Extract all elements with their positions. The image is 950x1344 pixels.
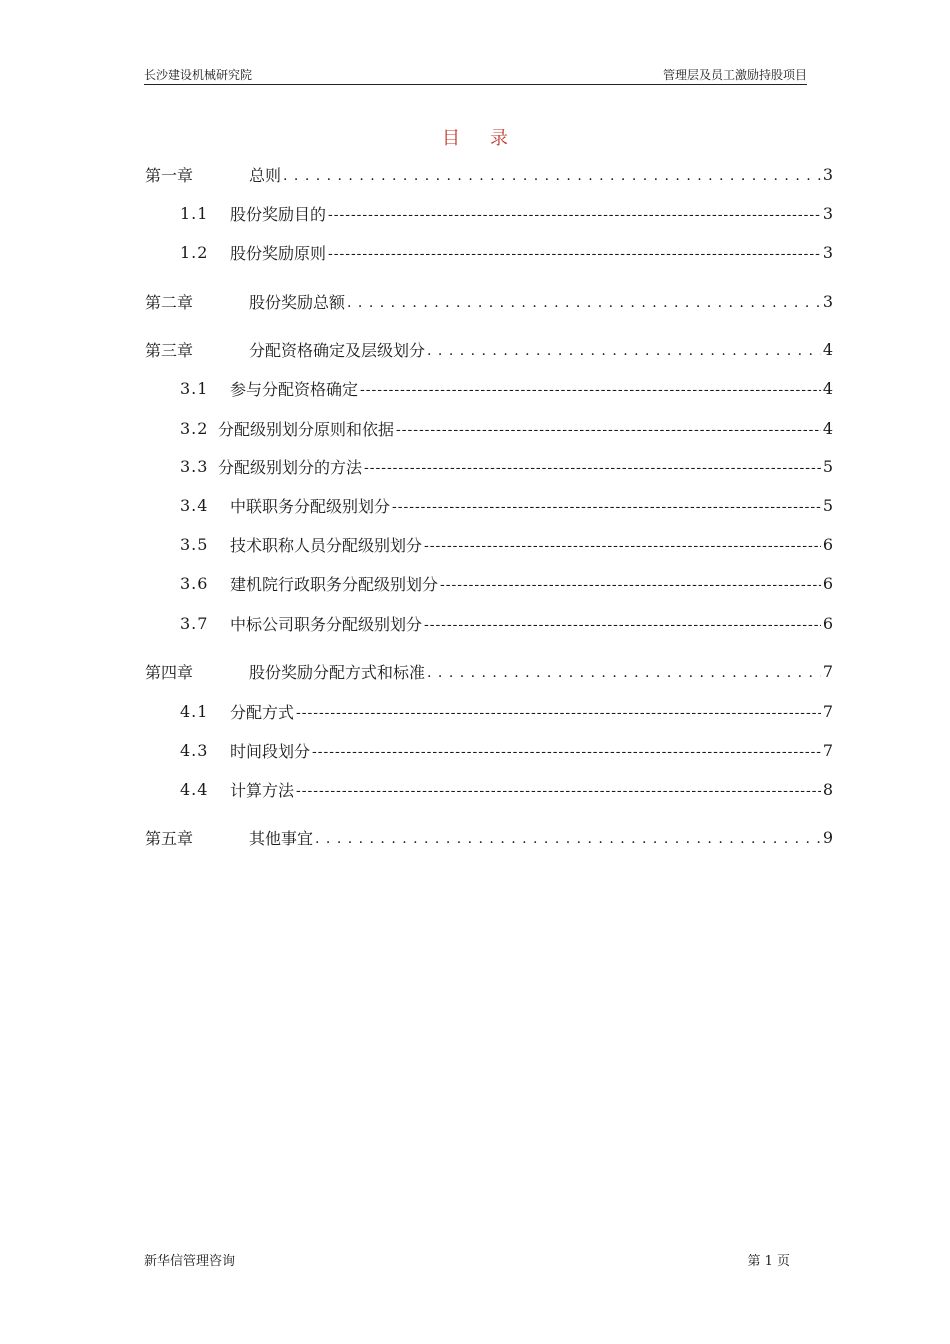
- toc-entry-page: 5: [822, 495, 833, 515]
- toc-leader: [315, 828, 821, 847]
- toc-entry-page: 7: [822, 661, 833, 681]
- toc-entry-label: 技术职称人员分配级别划分: [230, 535, 423, 555]
- toc-leader: [312, 741, 821, 760]
- toc-entry-label: 中联职务分配级别划分: [230, 496, 391, 516]
- toc-entry-label: 建机院行政职务分配级别划分: [230, 574, 439, 594]
- toc-entry-page: 3: [822, 242, 833, 262]
- toc-entry-page: 3: [822, 203, 833, 223]
- toc-entry-section-3-1[interactable]: [145, 376, 833, 400]
- toc-entry-number: 3.5: [180, 534, 209, 554]
- toc-entry-page: 5: [822, 456, 833, 476]
- toc-entry-page: 8: [822, 779, 833, 799]
- toc-entry-number: 3.6: [180, 573, 209, 593]
- toc-entry-section-3-6[interactable]: [145, 571, 833, 595]
- toc-entry-section-3-5[interactable]: [145, 532, 833, 556]
- toc-entry-number: 第三章: [145, 340, 194, 360]
- toc-leader: [440, 574, 821, 593]
- toc-entry-label: 股份奖励分配方式和标准: [249, 662, 426, 682]
- toc-entry-label: 股份奖励原则: [230, 243, 327, 263]
- header-organization: 长沙建设机械研究院: [144, 68, 253, 82]
- toc-title-part1: 目: [442, 128, 460, 149]
- page-header: [144, 66, 807, 85]
- toc-entry-page: 6: [822, 534, 833, 554]
- toc-leader: [283, 165, 821, 184]
- toc-entry-section-4-4[interactable]: [145, 777, 833, 801]
- toc-leader: [427, 662, 821, 681]
- toc-entry-section-4-3[interactable]: [145, 738, 833, 762]
- toc-entry-label: 股份奖励总额: [249, 292, 346, 312]
- toc-entry-chapter-3[interactable]: [145, 337, 833, 361]
- toc-entry-label: 参与分配资格确定: [230, 379, 359, 399]
- toc-entry-label: 中标公司职务分配级别划分: [230, 614, 423, 634]
- toc-leader: [424, 614, 821, 633]
- toc-entry-number: 3.4: [180, 495, 209, 515]
- toc-entry-page: 9: [822, 827, 833, 847]
- toc-leader: [296, 780, 821, 799]
- toc-title-part2: 录: [490, 128, 508, 149]
- toc-entry-label: 分配资格确定及层级划分: [249, 340, 426, 360]
- toc-leader: [328, 204, 821, 223]
- toc-entry-label: 其他事宜: [249, 828, 314, 848]
- toc-leader: [328, 243, 821, 262]
- toc-entry-label: 分配方式: [230, 702, 295, 722]
- toc-entry-number: 4.4: [180, 779, 209, 799]
- toc-leader: [360, 379, 821, 398]
- toc-entry-page: 3: [822, 291, 833, 311]
- toc-entry-section-4-1[interactable]: [145, 699, 833, 723]
- toc-title: [0, 124, 950, 150]
- toc-entry-number: 3.1: [180, 378, 209, 398]
- toc-entry-number: 3.7: [180, 613, 209, 633]
- toc-entry-page: 4: [822, 378, 833, 398]
- toc-entry-number: 4.3: [180, 740, 209, 760]
- toc-entry-number: 第二章: [145, 292, 194, 312]
- header-project-title: 管理层及员工激励持股项目: [662, 68, 807, 82]
- toc-entry-section-1-1[interactable]: [145, 201, 833, 225]
- toc-entry-page: 4: [822, 339, 833, 359]
- toc-leader: [424, 535, 821, 554]
- toc-leader: [347, 292, 821, 311]
- toc-entry-page: 6: [822, 613, 833, 633]
- toc-entry-number: 1.1: [180, 203, 209, 223]
- toc-leader: [364, 457, 821, 476]
- toc-entry-chapter-4[interactable]: [145, 659, 833, 683]
- toc-entry-number: 第一章: [145, 165, 194, 185]
- toc-entry-page: 7: [822, 740, 833, 760]
- toc-leader: [392, 496, 821, 515]
- toc-entry-section-3-4[interactable]: [145, 493, 833, 517]
- toc-entry-section-1-2[interactable]: [145, 240, 833, 264]
- toc-entry-number: 第五章: [145, 828, 194, 848]
- toc-entry-page: 4: [822, 418, 833, 438]
- toc-entry-number: 3.2: [180, 418, 209, 438]
- toc-entry-section-3-2[interactable]: [145, 416, 833, 440]
- toc-leader: [296, 702, 821, 721]
- toc-entry-chapter-5[interactable]: [145, 825, 833, 849]
- toc-entry-number: 第四章: [145, 662, 194, 682]
- toc-entry-label: 时间段划分: [230, 741, 311, 761]
- toc-entry-page: 3: [822, 164, 833, 184]
- toc-leader: [396, 419, 821, 438]
- toc-entry-chapter-2[interactable]: [145, 289, 833, 313]
- toc-entry-label: 股份奖励目的: [230, 204, 327, 224]
- toc-entry-label: 分配级别划分原则和依据: [218, 419, 395, 439]
- toc-entry-number: 3.3: [180, 456, 209, 476]
- toc-entry-number: 4.1: [180, 701, 209, 721]
- toc-entry-label: 分配级别划分的方法: [218, 457, 363, 477]
- toc-entry-label: 计算方法: [230, 780, 295, 800]
- toc-entry-chapter-1[interactable]: [145, 162, 833, 186]
- toc-leader: [427, 340, 821, 359]
- toc-entry-section-3-7[interactable]: [145, 611, 833, 635]
- toc-entry-label: 总则: [249, 165, 282, 185]
- toc-entry-section-3-3[interactable]: [145, 454, 833, 478]
- toc-entry-page: 7: [822, 701, 833, 721]
- page-number: 第 1 页: [747, 1254, 790, 1269]
- toc-entry-number: 1.2: [180, 242, 209, 262]
- footer-company: 新华信管理咨询: [144, 1254, 236, 1269]
- toc-entry-page: 6: [822, 573, 833, 593]
